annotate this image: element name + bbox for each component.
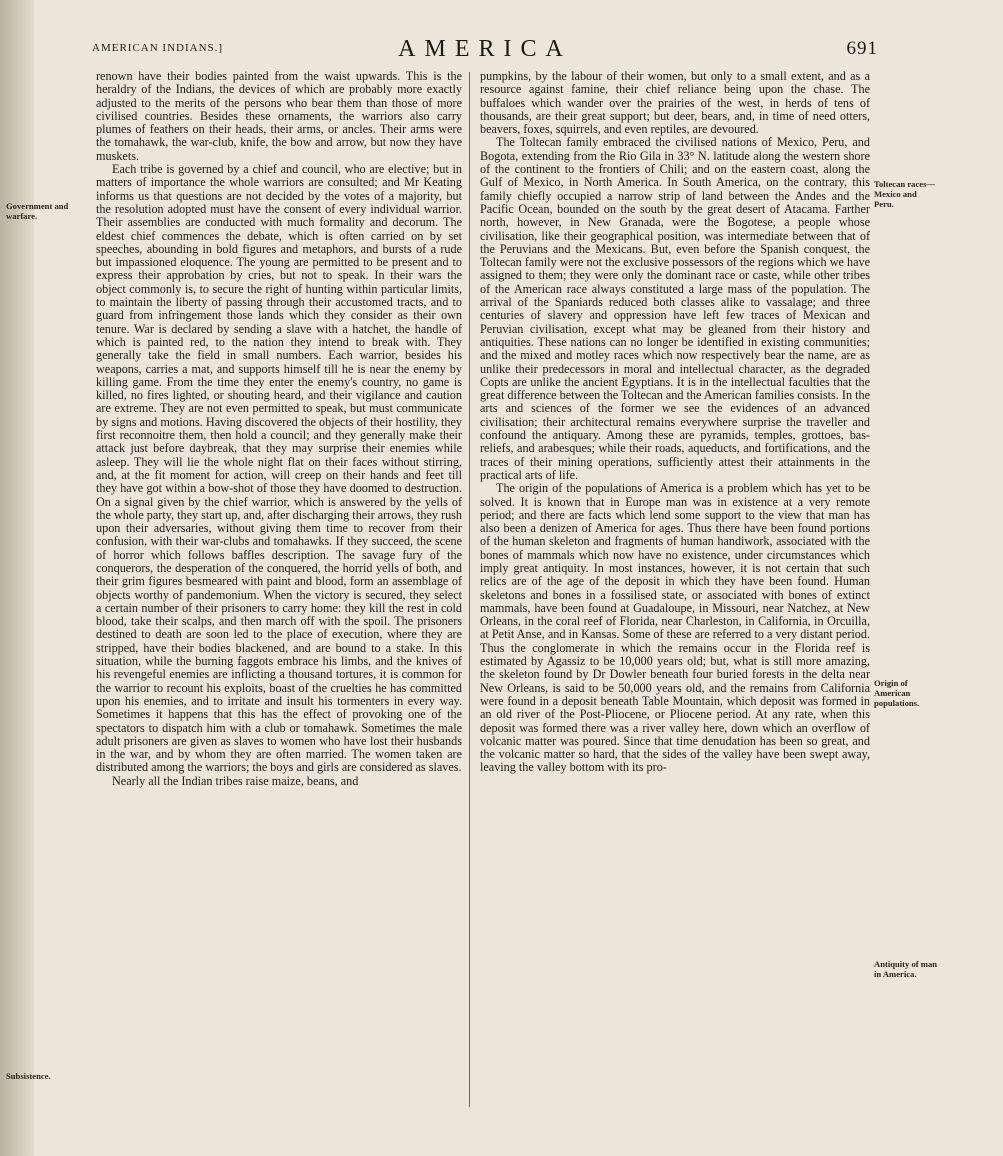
sidenote-antiquity: Antiquity of man in America. — [874, 959, 938, 979]
sidenote-government: Government and warfare. — [6, 201, 69, 221]
paragraph: The Toltecan family embraced the civilised nations of Mexico, Peru, and Bogota, extending from the Rio Gila in 33° N. latitude along the western shore of the continent to the frontiers of Chili; and on the eastern coast, along the Gulf of Mexico, in North America. In South America, on the contrary, this family chiefly occupied a narrow strip of land between the Andes and the Pacific Ocean, bounded on the south by the great desert of Atacama. Farther north, however, in New Granada, were the Bogotese, a people whose civilisation, like their geographical position, was intermediate between that of the Peruvians and the Mexicans. But, even before the Spanish conquest, the Toltecan family were not the exclusive possessors of the regions which we have assigned to them; they were only the dominant race or caste, while other tribes of the American race always constituted a large mass of the population. The arrival of the Spaniards reduced both classes alike to vassalage; and three centuries of slavery and oppression have left few traces of Mexican and Peruvian civilisation, except what may be gleaned from their history and antiquities. These nations can no longer be identified in existing communities; and the mixed and motley races which now respectively bear the name, are as unlike their predecessors in moral and intellectual character, as the degraded Copts are unlike the ancient Egyptians. It is in the intellectual faculties that the great difference between the Toltecan and the American families consists. In the arts and sciences of the former we see the evidences of an advanced civilisation; their architectural remains everywhere surprise the traveller and confound the antiquary. Among these are pyramids, temples, grottoes, bas-reliefs, and arabesques; while their roads, aqueducts, and fortifications, and the traces of their mining operations, sufficiently attest their attainments in the practical arts of life. — [480, 135, 870, 482]
header-section-title: AMERICAN INDIANS.] — [92, 42, 224, 54]
sidenote-toltecan: Toltecan races—Mexico and Peru. — [874, 179, 936, 209]
column-divider — [469, 72, 470, 1107]
sidenote-origin: Origin of American populations. — [874, 678, 920, 708]
page-gutter-shadow — [0, 0, 34, 1156]
header-title: AMERICA — [398, 36, 572, 62]
paragraph: Nearly all the Indian tribes raise maize, beans, and — [112, 773, 359, 788]
sidenote-subsistence: Subsistence. — [6, 1071, 51, 1081]
paragraph: The origin of the populations of America is a problem which has yet to be solved. It is known that in Europe man was in existence at a very remote period; and there are facts which lend some support to the view that man has also been a denizen of America for ages. Thus there have been found portions of the human skeleton and fragments of human handiwork, associated with the bones of mammals which now have no existence, under circumstances which imply great antiquity. In most instances, however, it is not certain that such relics are of the age of the deposit in which they have been found. Human skeletons and bones in a fossilised state, or associated with bones of extinct mammals, have been found at Guadaloupe, in Missouri, near Natchez, at New Orleans, in the coral reef of Florida, near Charleston, in California, in Orcuilla, at Petit Anse, and in Kansas. Some of these are referred to a very distant period. Thus the conglomerate in which the remains occur in the Florida reef is estimated by Agassiz to be 10,000 years old; but, what is still more amazing, the skeleton found by Dr Dowler beneath four buried forests in the delta near New Orleans, is said to be 50,000 years old, and the remains from California were found in a deposit beneath Table Mountain, which deposit was formed in an old river of the Post-Pliocene, or Pliocene period. At any rate, when this deposit was formed there was a river valley here, down which an overflow of volcanic matter was poured. Since that time denudation has been so great, and the volcanic matter so hard, that the sides of the valley have been swept away, leaving the valley bottom with its pro- — [480, 481, 870, 775]
paragraph: Each tribe is governed by a chief and council, who are elective; but in matters of importance the whole warriors are consulted; and Mr Keating informs us that questions are not decided by the votes of a majority, but the resolution adopted must have the consent of every individual warrior. Their assemblies are conducted with much formality and decorum. The eldest chief commences the debate, which is often carried on by set speeches, abounding in bold figures and metaphors, and bursts of a rude but impassioned eloquence. The young are permitted to be present and to express their approbation by cries, but not to speak. In their wars the object commonly is, to secure the right of hunting within particular limits, to maintain the liberty of passing through their accustomed tracts, and to guard from infringement those lands which they consider as their own tenure. War is declared by sending a slave with a hatchet, the handle of which is painted red, to the nation they intend to break with. They generally take the field in small numbers. Each warrior, besides his weapons, carries a mat, and supports himself till he is near the enemy by killing game. From the time they enter the enemy's country, no game is killed, no fires lighted, or shouting heard, and their vigilance and caution are extreme. They are not even permitted to speak, but must communicate by signs and motions. Having discovered the objects of their hostility, they first reconnoitre them, then hold a council; and they generally make their attack just before daybreak, that they may surprise their enemies while asleep. They will lie the whole night flat on their faces without stirring, and, at the fit moment for action, will creep on their hands and feet till they have got within a bow-shot of those they have doomed to destruction. On a signal given by the chief warrior, which is answered by the yells of the whole party, they start up, and, after discharging their arrows, they rush upon their adversaries, without giving them time to recover from their confusion, with their war-clubs and tomahawks. If they succeed, the scene of horror which follows baffles description. The savage fury of the conquerors, the desperation of the conquered, the horrid yells of both, and their grim figures besmeared with paint and blood, form an assemblage of objects worthy of pandemonium. When the victory is secured, they select a certain number of their prisoners to carry home: they kill the rest in cold blood, take their scalps, and then march off with the spoil. The prisoners destined to death are soon led to the place of execution, where they are stripped, have their bodies blackened, and are bound to a stake. In this situation, while the burning faggots embrace his limbs, and the knives of his revengeful enemies are inflicting a thousand tortures, it is common for the warrior to recount his exploits, boast of the cruelties he has committed upon his enemies, and to irritate and insult his tormenters in every way. Sometimes it happens that this has the effect of provoking one of the spectators to dispatch him with a club or tomahawk. Sometimes the male adult prisoners are given as slaves to women who have lost their husbands in the war, and by whom they are often married. The women taken are distributed among the warriors; the boys and girls are considered as slaves. — [96, 162, 462, 775]
left-column — [96, 70, 462, 788]
page-number: 691 — [846, 38, 878, 59]
running-header — [92, 36, 878, 70]
right-column — [480, 70, 870, 775]
paragraph: renown have their bodies painted from the waist upwards. This is the heraldry of the Indians, the devices of which are probably more exactly adjusted to the merits of the persons who bear them than those of more civilised countries. Besides these ornaments, the warriors also carry plumes of feathers on their heads, their arms, or ancles. Their arms were the tomahawk, the war-club, knife, the bow and arrow, but now they have muskets. — [96, 69, 462, 163]
paragraph: pumpkins, by the labour of their women, but only to a small extent, and as a resource against famine, their chief reliance being upon the chase. The buffaloes which wander over the prairies of the west, in herds of tens of thousands, are their great support; but deer, bears, and, in time of need otters, beavers, foxes, squirrels, and even reptiles, are devoured. — [480, 69, 870, 137]
